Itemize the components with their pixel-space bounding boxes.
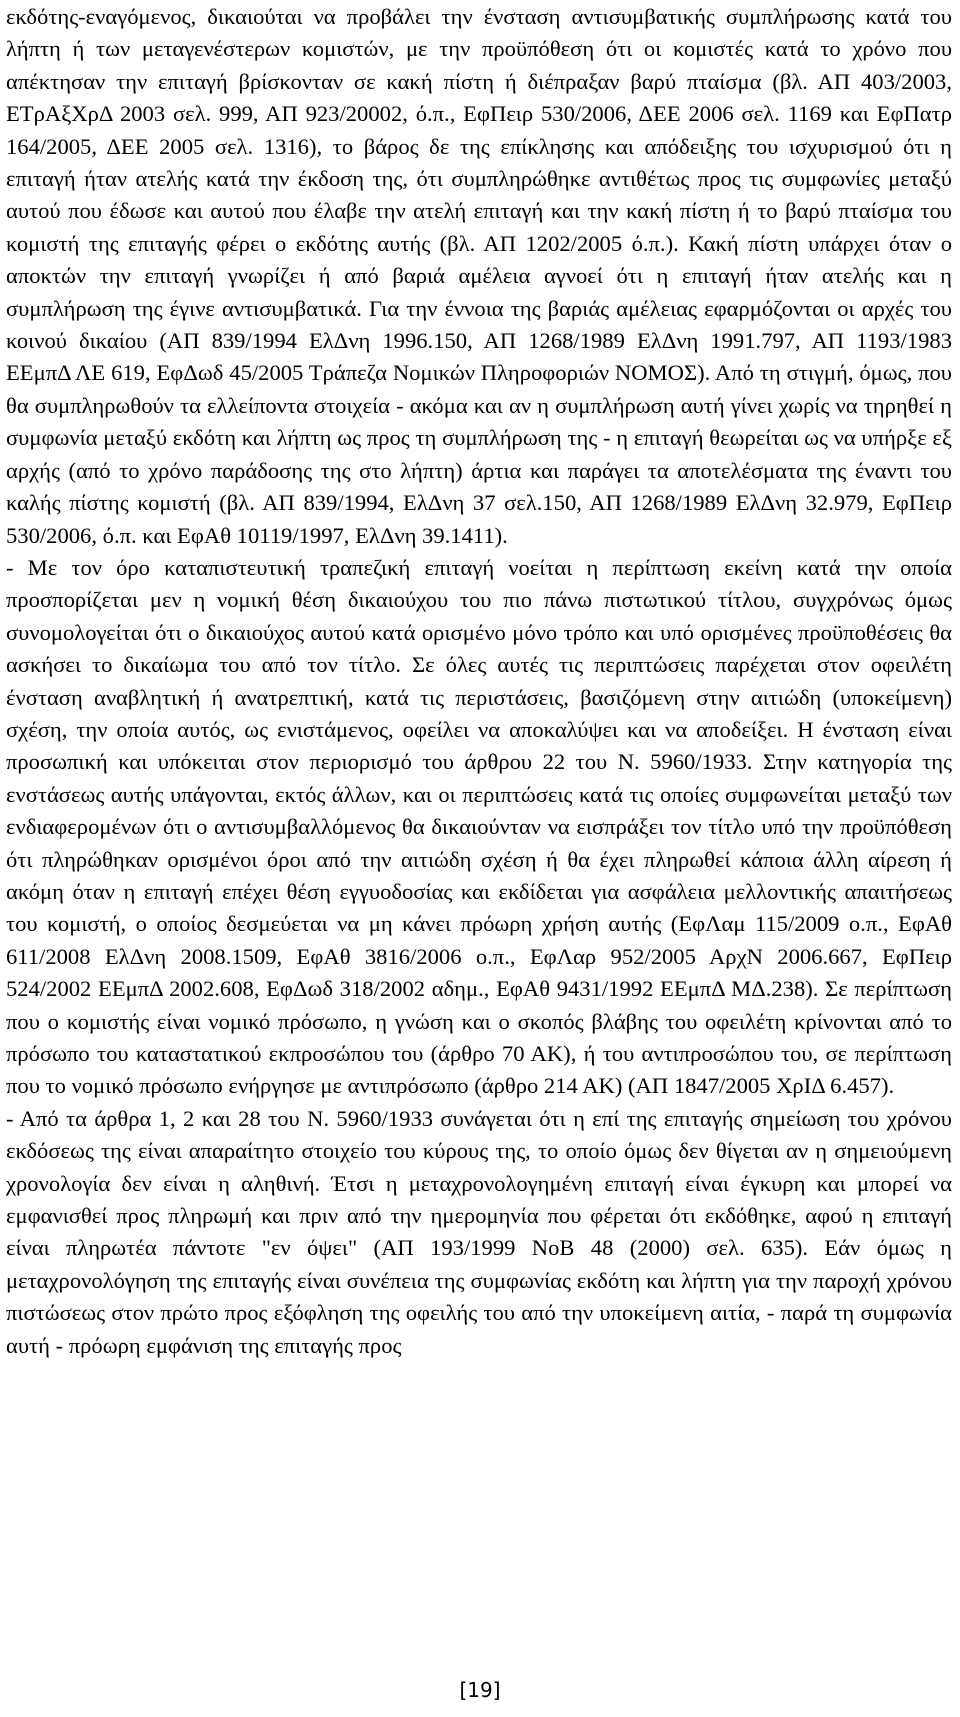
paragraph-fiduciary-cheque: - Με τον όρο καταπιστευτική τραπεζική επιταγή νοείται η περίπτωση εκείνη κατά την οποία προσπορίζεται μεν η νομική θέση δικαιούχου του πιο πάνω πιστωτικού τίτλου, συγχρόνως όμως συνομολογείται ότι ο δικαιούχος αυτού κατά ορισμένο μόνο τρόπο και υπό ορισμένες προϋποθέσεις θα ασκήσει το δικαίωμα του από τον τίτλο. Σε όλες αυτές τις περιπτώσεις παρέχεται στον οφειλέτη ένσταση αναβλητική ή ανατρεπτική, κατά τις περιστάσεις, βασιζόμενη στην αιτιώδη (υποκείμενη) σχέση, την οποία αυτός, ως ενιστάμενος, οφείλει να αποκαλύψει και να αποδείξει. Η ένσταση είναι προσωπική και υπόκειται στον περιορισμό του άρθρου 22 του Ν. 5960/1933. Στην κατηγορία της ενστάσεως αυτής υπάγονται, εκτός άλλων, και οι περιπτώσεις κατά τις οποίες συμφωνείται μεταξύ των ενδιαφερομένων ότι ο αντισυμβαλλόμενος θα δικαιούνταν να εισπράξει τον τίτλο υπό την προϋπόθεση ότι πληρώθηκαν ορισμένοι όροι από την αιτιώδη σχέση ή θα έχει πληρωθεί κάποια άλλη αίρεση ή ακόμη όταν η επιταγή επέχει θέση εγγυοδοσίας και εκδίδεται για ασφάλεια μελλοντικής απαιτήσεως του κομιστή, ο οποίος δεσμεύεται να μη κάνει πρόωρη χρήση αυτής (ΕφΛαμ 115/2009 ο.π., ΕφΑθ 611/2008 ΕλΔνη 2008.1509, ΕφΑθ 3816/2006 ο.π., ΕφΛαρ 952/2005 ΑρχΝ 2006.667, ΕφΠειρ 524/2002 ΕΕμπΔ 2002.608, ΕφΔωδ 318/2002 αδημ., ΕφΑθ 9431/1992 ΕΕμπΔ ΜΔ.238). Σε περίπτωση που ο κομιστής είναι νομικό πρόσωπο, η γνώση και ο σκοπός βλάβης του οφειλέτη κρίνονται από το πρόσωπο του καταστατικού εκπροσώπου του (άρθρο 70 ΑΚ), ή του αντιπροσώπου του, σε περίπτωση που το νομικό πρόσωπο ενήργησε με αντιπρόσωπο (άρθρο 214 ΑΚ) (ΑΠ 1847/2005 ΧρΙΔ 6.457). [6, 554, 952, 1099]
page-number: [19] [459, 1678, 501, 1702]
paragraph-postdated-cheque: - Από τα άρθρα 1, 2 και 28 του Ν. 5960/1933 συνάγεται ότι η επί της επιταγής σημείωση του χρόνου εκδόσεως της είναι απαραίτητο στοιχείο του κύρους της, το οποίο όμως δεν θίγεται αν η σημειούμενη χρονολογία δεν είναι η αληθινή. Έτσι η μεταχρονολογημένη επιταγή είναι έγκυρη και μπορεί να εμφανισθεί προς πληρωμή και πριν από την ημερομηνία που φέρεται ότι εκδόθηκε, αφού η επιταγή είναι πληρωτέα πάντοτε "εν όψει" (ΑΠ 193/1999 ΝοΒ 48 (2000) σελ. 635). Εάν όμως η μεταχρονολόγηση της επιταγής είναι συνέπεια της συμφωνίας εκδότη και λήπτη για την παροχή χρόνου πιστώσεως στον πρώτο προς εξόφληση της οφειλής του από την υποκείμενη αιτία, - παρά τη συμφωνία αυτή - πρόωρη εμφάνιση της επιταγής προς [6, 1105, 952, 1358]
document-body [6, 1, 952, 1362]
paragraph-cheque-completion: εκδότης-εναγόμενος, δικαιούται να προβάλει την ένσταση αντισυμβατικής συμπλήρωσης κατά του λήπτη ή των μεταγενέστερων κομιστών, με την προϋπόθεση ότι οι κομιστές κατά το χρόνο που απέκτησαν την επιταγή βρίσκονταν σε κακή πίστη ή διέπραξαν βαρύ πταίσμα (βλ. ΑΠ 403/2003, ΕΤρΑξΧρΔ 2003 σελ. 999, ΑΠ 923/20002, ό.π., ΕφΠειρ 530/2006, ΔΕΕ 2006 σελ. 1169 και ΕφΠατρ 164/2005, ΔΕΕ 2005 σελ. 1316), το βάρος δε της επίκλησης και απόδειξης του ισχυρισμού ότι η επιταγή ήταν ατελής κατά την έκδοση της, ότι συμπληρώθηκε αντιθέτως προς τις συμφωνίες μεταξύ αυτού που έδωσε και αυτού που έλαβε την ατελή επιταγή και την κακή πίστη ή το βαρύ πταίσμα του κομιστή της επιταγής φέρει ο εκδότης αυτής (βλ. ΑΠ 1202/2005 ό.π.). Κακή πίστη υπάρχει όταν ο αποκτών την επιταγή γνωρίζει ή από βαριά αμέλεια αγνοεί ότι η επιταγή ήταν ατελής και η συμπλήρωση της έγινε αντισυμβατικά. Για την έννοια της βαριάς αμέλειας εφαρμόζονται οι αρχές του κοινού δικαίου (ΑΠ 839/1994 ΕλΔνη 1996.150, ΑΠ 1268/1989 ΕλΔνη 1991.797, ΑΠ 1193/1983 ΕΕμπΔ ΛΕ 619, ΕφΔωδ 45/2005 Τράπεζα Νομικών Πληροφοριών ΝΟΜΟΣ). Από τη στιγμή, όμως, που θα συμπληρωθούν τα ελλείποντα στοιχεία - ακόμα και αν η συμπλήρωση αυτή γίνει χωρίς να τηρηθεί η συμφωνία μεταξύ εκδότη και λήπτη ως προς τη συμπλήρωση της - η επιταγή θεωρείται ως να υπήρξε εξ αρχής (από το χρόνο παράδοσης της στο λήπτη) άρτια και παράγει τα αποτελέσματα της έναντι του καλής πίστης κομιστή (βλ. ΑΠ 839/1994, ΕλΔνη 37 σελ.150, ΑΠ 1268/1989 ΕλΔνη 32.979, ΕφΠειρ 530/2006, ό.π. και ΕφΑθ 10119/1997, ΕλΔνη 39.1411). [6, 4, 952, 548]
